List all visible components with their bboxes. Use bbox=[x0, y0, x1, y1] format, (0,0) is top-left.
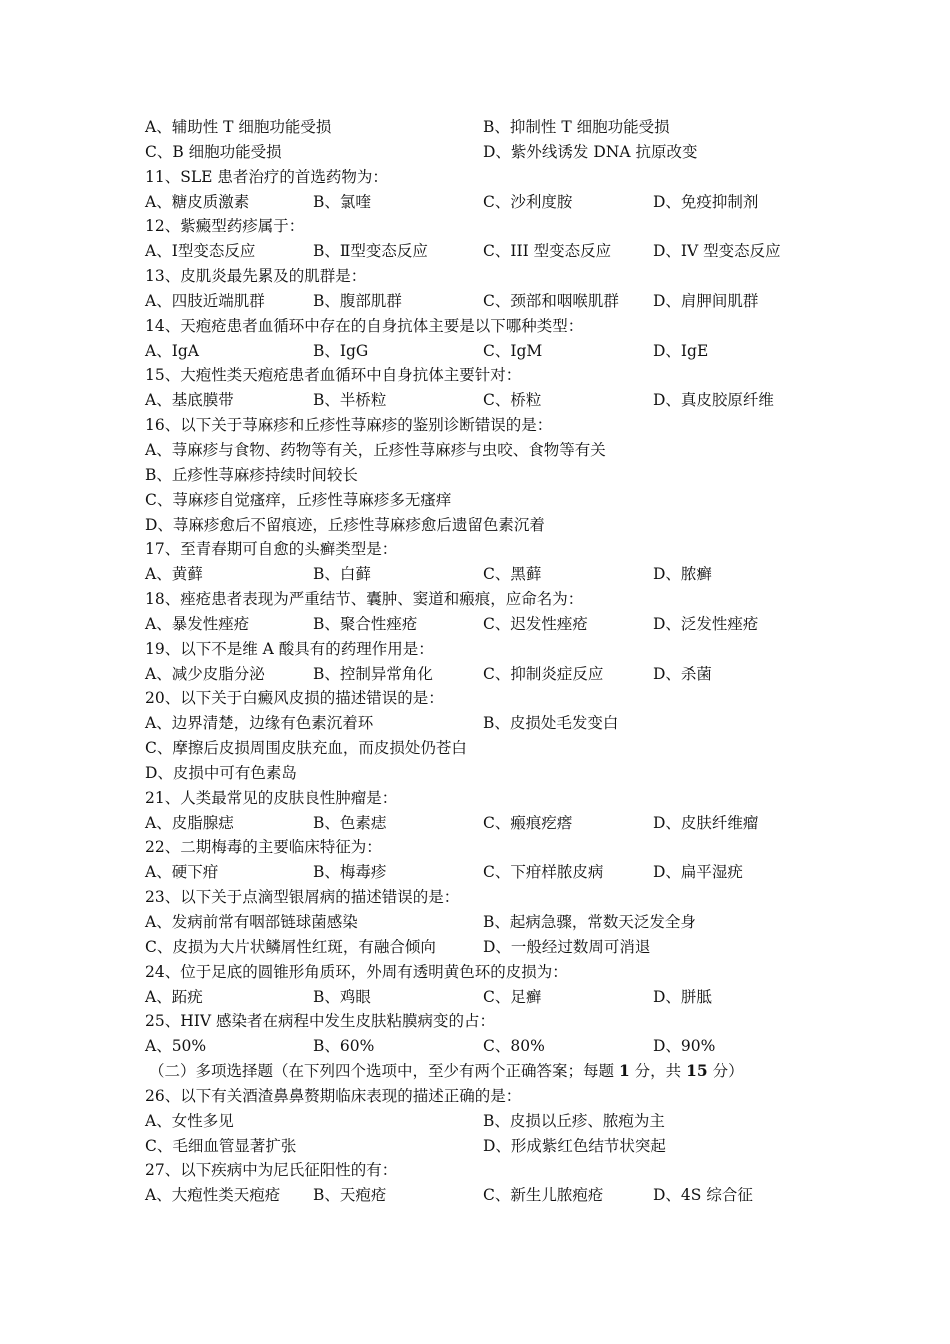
option-b: B、色素痣 bbox=[313, 813, 387, 832]
option-d: D、90% bbox=[653, 1037, 716, 1056]
option-c: C、新生儿脓疱疮 bbox=[483, 1186, 604, 1205]
option-d: D、真皮胶原纤维 bbox=[653, 391, 774, 410]
exam-page bbox=[145, 115, 845, 1208]
option-d: D、扁平湿疣 bbox=[653, 863, 743, 882]
option-c: C、瘢痕疙瘩 bbox=[483, 813, 573, 832]
question-line: 26、以下有关酒渣鼻鼻赘期临床表现的描述正确的是： bbox=[145, 1086, 522, 1105]
options-row bbox=[145, 388, 845, 413]
option-b: B、IgG bbox=[313, 341, 369, 360]
option-right: B、皮损处毛发变白 bbox=[483, 714, 619, 733]
options-row bbox=[145, 935, 845, 960]
section-heading-part: 15 bbox=[686, 1061, 708, 1081]
option-d: D、脓癣 bbox=[653, 565, 712, 584]
option-d: D、皮肤纤维瘤 bbox=[653, 813, 759, 832]
option-c: C、颈部和咽喉肌群 bbox=[483, 291, 619, 310]
option-a: A、大疱性类天疱疮 bbox=[145, 1186, 281, 1205]
question-line: 16、以下关于荨麻疹和丘疹性荨麻疹的鉴别诊断错误的是： bbox=[145, 416, 553, 435]
option-d: D、肩胛间肌群 bbox=[653, 291, 759, 310]
section-heading-part: 分，共 bbox=[629, 1062, 687, 1081]
section-heading bbox=[145, 1059, 845, 1084]
question-line: B、丘疹性荨麻疹持续时间较长 bbox=[145, 465, 358, 484]
options-row bbox=[145, 910, 845, 935]
question-line: 19、以下不是维 A 酸具有的药理作用是： bbox=[145, 639, 434, 658]
option-c: C、III 型变态反应 bbox=[483, 242, 612, 261]
options-row bbox=[145, 1109, 845, 1134]
option-right: B、抑制性 T 细胞功能受损 bbox=[483, 118, 670, 136]
question-line: 14、天疱疮患者血循环中存在的自身抗体主要是以下哪种类型： bbox=[145, 316, 584, 335]
question-line: C、摩擦后皮损周围皮肤充血，而皮损处仍苍白 bbox=[145, 739, 467, 758]
question-line: 27、以下疾病中为尼氏征阳性的有： bbox=[145, 1161, 398, 1180]
question-line: 12、紫癜型药疹属于： bbox=[145, 217, 305, 236]
option-c: C、80% bbox=[483, 1037, 545, 1056]
section-heading-part: （二）多项选择题（在下列四个选项中，至少有两个正确答案；每题 bbox=[149, 1062, 619, 1081]
options-row bbox=[145, 115, 845, 140]
option-b: B、梅毒疹 bbox=[313, 863, 387, 882]
option-c: C、沙利度胺 bbox=[483, 192, 573, 211]
options-row bbox=[145, 1134, 845, 1159]
question-line: 15、大疱性类天疱疮患者血循环中自身抗体主要针对： bbox=[145, 366, 522, 385]
option-c: C、下疳样脓皮病 bbox=[483, 863, 604, 882]
option-a: A、基底膜带 bbox=[145, 391, 234, 410]
option-c: C、黑藓 bbox=[483, 565, 542, 584]
option-left: C、毛细血管显著扩张 bbox=[145, 1136, 297, 1155]
option-right: B、皮损以丘疹、脓疱为主 bbox=[483, 1111, 665, 1130]
option-c: C、抑制炎症反应 bbox=[483, 664, 604, 683]
option-c: C、足癣 bbox=[483, 987, 542, 1006]
option-b: B、Ⅱ型变态反应 bbox=[313, 242, 428, 261]
options-row bbox=[145, 190, 845, 215]
question-line: A、荨麻疹与食物、药物等有关，丘疹性荨麻疹与虫咬、食物等有关 bbox=[145, 440, 606, 459]
option-a: A、糖皮质激素 bbox=[145, 192, 250, 211]
option-b: B、半桥粒 bbox=[313, 391, 387, 410]
options-row bbox=[145, 1034, 845, 1059]
option-right: B、起病急骤，常数天泛发全身 bbox=[483, 913, 696, 931]
option-d: D、4S 综合征 bbox=[653, 1186, 753, 1205]
options-row bbox=[145, 562, 845, 587]
option-b: B、鸡眼 bbox=[313, 987, 371, 1006]
section-heading-part: 1 bbox=[618, 1061, 630, 1081]
question-line: 23、以下关于点滴型银屑病的描述错误的是： bbox=[145, 888, 460, 907]
options-row bbox=[145, 339, 845, 364]
options-row bbox=[145, 985, 845, 1010]
options-row bbox=[145, 140, 845, 165]
options-row bbox=[145, 1183, 845, 1208]
option-left: A、边界清楚，边缘有色素沉着环 bbox=[145, 714, 374, 733]
option-right: D、一般经过数周可消退 bbox=[483, 937, 651, 956]
question-line: 21、人类最常见的皮肤良性肿瘤是： bbox=[145, 788, 398, 807]
question-line: 22、二期梅毒的主要临床特征为： bbox=[145, 838, 382, 857]
option-a: A、跖疣 bbox=[145, 987, 203, 1006]
option-d: D、IgE bbox=[653, 341, 709, 360]
option-left: A、辅助性 T 细胞功能受损 bbox=[145, 118, 332, 136]
option-c: C、IgM bbox=[483, 341, 543, 360]
option-a: A、黄藓 bbox=[145, 565, 203, 584]
option-a: A、暴发性痤疮 bbox=[145, 614, 250, 633]
option-b: B、聚合性痤疮 bbox=[313, 614, 418, 633]
option-left: A、发病前常有咽部链球菌感染 bbox=[145, 913, 358, 931]
option-right: D、形成紫红色结节状突起 bbox=[483, 1136, 666, 1155]
option-right: D、紫外线诱发 DNA 抗原改变 bbox=[483, 142, 698, 161]
question-line: D、荨麻疹愈后不留痕迹，丘疹性荨麻疹愈后遗留色素沉着 bbox=[145, 515, 545, 534]
option-d: D、泛发性痤疮 bbox=[653, 614, 759, 633]
question-line: 11、SLE 患者治疗的首选药物为： bbox=[145, 167, 388, 186]
question-line: C、荨麻疹自觉瘙痒，丘疹性荨麻疹多无瘙痒 bbox=[145, 490, 452, 509]
option-a: A、Ⅰ型变态反应 bbox=[145, 242, 256, 261]
option-a: A、IgA bbox=[145, 341, 199, 360]
option-a: A、硬下疳 bbox=[145, 863, 219, 882]
question-line: 17、至青春期可自愈的头癣类型是： bbox=[145, 540, 398, 559]
option-b: B、白藓 bbox=[313, 565, 371, 584]
question-line: 24、位于足底的圆锥形角质环，外周有透明黄色环的皮损为： bbox=[145, 962, 568, 981]
option-left: A、女性多见 bbox=[145, 1111, 234, 1130]
option-c: C、桥粒 bbox=[483, 391, 542, 410]
options-row bbox=[145, 289, 845, 314]
option-b: B、氯喹 bbox=[313, 192, 371, 211]
option-a: A、皮脂腺痣 bbox=[145, 813, 234, 832]
option-a: A、50% bbox=[145, 1037, 207, 1056]
option-d: D、免疫抑制剂 bbox=[653, 192, 759, 211]
question-line: 20、以下关于白癜风皮损的描述错误的是： bbox=[145, 689, 444, 708]
question-line: 13、皮肌炎最先累及的肌群是： bbox=[145, 267, 367, 286]
section-heading-part: 分） bbox=[707, 1062, 744, 1081]
options-row bbox=[145, 811, 845, 836]
option-d: D、IV 型变态反应 bbox=[653, 242, 781, 261]
option-b: B、控制异常角化 bbox=[313, 664, 433, 683]
option-d: D、胼胝 bbox=[653, 987, 712, 1006]
question-line: 25、HIV 感染者在病程中发生皮肤粘膜病变的占： bbox=[145, 1012, 495, 1031]
option-b: B、天疱疮 bbox=[313, 1186, 387, 1205]
option-c: C、迟发性痤疮 bbox=[483, 614, 588, 633]
question-line: 18、痤疮患者表现为严重结节、囊肿、窦道和瘢痕，应命名为： bbox=[145, 590, 584, 609]
question-line: D、皮损中可有色素岛 bbox=[145, 763, 297, 782]
option-left: C、皮损为大片状鳞屑性红斑，有融合倾向 bbox=[145, 937, 436, 956]
options-row bbox=[145, 612, 845, 637]
option-left: C、B 细胞功能受损 bbox=[145, 142, 282, 161]
option-b: B、60% bbox=[313, 1037, 375, 1056]
options-row bbox=[145, 239, 845, 264]
option-a: A、减少皮脂分泌 bbox=[145, 664, 265, 683]
option-a: A、四肢近端肌群 bbox=[145, 291, 265, 310]
option-d: D、杀菌 bbox=[653, 664, 712, 683]
options-row bbox=[145, 662, 845, 687]
option-b: B、腹部肌群 bbox=[313, 291, 402, 310]
options-row bbox=[145, 711, 845, 736]
options-row bbox=[145, 860, 845, 885]
